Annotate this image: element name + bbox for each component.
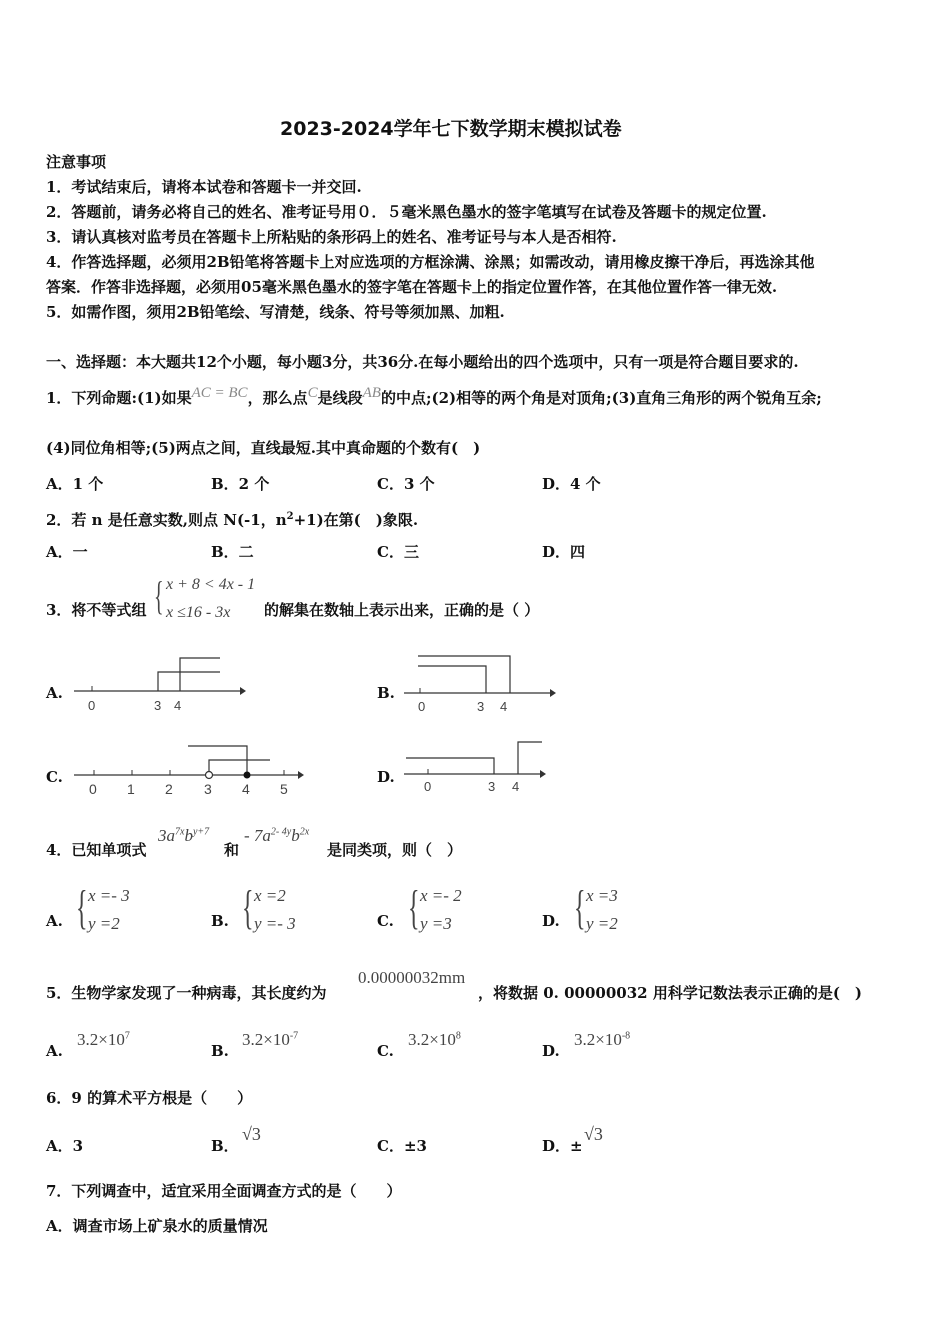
tick-label-0: 0 bbox=[424, 779, 432, 794]
q4-option-c[interactable]: C. bbox=[377, 912, 394, 930]
q5-b-exp: -7 bbox=[289, 1030, 299, 1042]
q4-c-x: x =- 2 bbox=[420, 886, 462, 905]
q6-b-sqrt: √3 bbox=[242, 1124, 261, 1144]
q5-d-exp: -8 bbox=[621, 1030, 631, 1042]
tick-label-1: 1 bbox=[127, 781, 135, 797]
q3-option-b[interactable]: B. bbox=[377, 684, 395, 702]
q5-option-c[interactable]: C. bbox=[377, 1042, 394, 1060]
tick-label-3: 3 bbox=[488, 779, 496, 794]
q5-c-base: 3.2×10 bbox=[408, 1030, 456, 1049]
tick-label-0: 0 bbox=[89, 781, 97, 797]
q5-c-value bbox=[408, 1030, 461, 1050]
q5-option-d[interactable]: D. bbox=[542, 1042, 560, 1060]
q4-mono2-coef: - 7a bbox=[244, 826, 271, 845]
q1-option-a[interactable]: A．1 个 bbox=[46, 475, 104, 493]
q4-d-x: x =3 bbox=[586, 886, 618, 905]
tick-label-2: 2 bbox=[165, 781, 173, 797]
tick-label-4: 4 bbox=[512, 779, 520, 794]
q3-inequality-1: x + 8 < 4x - 1 bbox=[166, 576, 256, 593]
q3-option-c[interactable]: C. bbox=[46, 768, 63, 786]
q3-text: 3．将不等式组 bbox=[46, 601, 147, 619]
tick-label-0: 0 bbox=[88, 698, 96, 713]
q1-option-c[interactable]: C．3 个 bbox=[377, 475, 435, 493]
q5-value: 0.00000032mm bbox=[358, 968, 466, 987]
notice-heading: 注意事项 bbox=[46, 153, 107, 171]
q5-b-base: 3.2×10 bbox=[242, 1030, 290, 1049]
q1-point: C bbox=[307, 385, 318, 401]
q4-c-y: y =3 bbox=[420, 914, 452, 933]
tick-label-4: 4 bbox=[174, 698, 182, 713]
q5-d-base: 3.2×10 bbox=[574, 1030, 622, 1049]
q2-option-b[interactable]: B．二 bbox=[211, 543, 254, 561]
notice-item: 3．请认真核对监考员在答题卡上所粘贴的条形码上的姓名、准考证号与本人是否相符. bbox=[46, 228, 617, 246]
q5-a-exp: 7 bbox=[124, 1030, 130, 1042]
tick-label-4: 4 bbox=[500, 699, 508, 714]
q4-text: 和 bbox=[224, 841, 240, 859]
notice-item: 5．如需作图，须用2B铅笔绘、写清楚，线条、符号等须加黑、加粗. bbox=[46, 303, 505, 321]
tick-label-3: 3 bbox=[204, 781, 212, 797]
q5-a-value bbox=[77, 1030, 130, 1050]
q2-option-d[interactable]: D．四 bbox=[542, 543, 586, 561]
q4-brace-d: { bbox=[574, 881, 586, 934]
q4-option-b[interactable]: B. bbox=[211, 912, 229, 930]
number-line-c bbox=[70, 738, 310, 802]
q5-text: ，将数据 0. 00000032 用科学记数法表示正确的是( ) bbox=[478, 984, 863, 1002]
q7-text: 7．下列调查中，适宜采用全面调查方式的是（ ） bbox=[46, 1182, 402, 1200]
q7-option-a[interactable]: A．调查市场上矿泉水的质量情况 bbox=[46, 1217, 268, 1235]
q5-option-a[interactable]: A. bbox=[46, 1042, 63, 1060]
q4-option-d[interactable]: D. bbox=[542, 912, 560, 930]
q4-monomial-1 bbox=[158, 826, 209, 846]
tick-label-3: 3 bbox=[154, 698, 162, 713]
q5-option-b[interactable]: B. bbox=[211, 1042, 229, 1060]
q4-text: 是同类项，则（ ） bbox=[327, 841, 463, 859]
q1-line2: (4)同位角相等;(5)两点之间，直线最短.其中真命题的个数有( ) bbox=[46, 439, 481, 457]
q5-c-exp: 8 bbox=[455, 1030, 461, 1042]
notice-item: 1．考试结束后，请将本试卷和答题卡一并交回. bbox=[46, 178, 362, 196]
q5-b-value bbox=[242, 1030, 298, 1050]
tick-label-5: 5 bbox=[280, 781, 288, 797]
q2-option-a[interactable]: A．一 bbox=[46, 543, 88, 561]
q2-text: +1)在第( )象限. bbox=[293, 511, 419, 529]
section-heading: 一、选择题：本大题共12个小题，每小题3分，共36分.在每小题给出的四个选项中，只有一项是符合题目要求的. bbox=[46, 353, 799, 371]
q4-b-y: y =- 3 bbox=[254, 914, 296, 933]
page-title: 2023-2024学年七下数学期末模拟试卷 bbox=[280, 118, 622, 140]
q1-option-b[interactable]: B．2 个 bbox=[211, 475, 270, 493]
q3-brace: { bbox=[154, 573, 164, 618]
tick-label-4: 4 bbox=[242, 781, 250, 797]
q4-mono1-coef: 3a bbox=[158, 826, 175, 845]
q1-text: ，那么点 bbox=[247, 389, 308, 407]
notice-item: 4．作答选择题，必须用2B铅笔将答题卡上对应选项的方框涂满、涂黑；如需改动，请用橡皮擦干净后，再选涂其他 bbox=[46, 253, 815, 271]
q4-a-x: x =- 3 bbox=[88, 886, 130, 905]
q3-text: 的解集在数轴上表示出来，正确的是（ ） bbox=[264, 601, 540, 619]
q3-inequality-2: x ≤16 - 3x bbox=[166, 604, 231, 621]
q6-option-d[interactable]: D．± bbox=[542, 1137, 583, 1155]
q5-d-value bbox=[574, 1030, 630, 1050]
q4-brace-c: { bbox=[408, 881, 420, 934]
q1-formula: AC = BC bbox=[191, 385, 248, 401]
question-2 bbox=[46, 507, 418, 530]
q2-exponent: 2 bbox=[286, 511, 294, 522]
q4-mono1-exp1: 7x bbox=[175, 826, 185, 838]
q5-a-base: 3.2×10 bbox=[77, 1030, 125, 1049]
q4-brace-b: { bbox=[242, 881, 254, 934]
q2-text: 2．若 n 是任意实数,则点 N(-1，n bbox=[46, 511, 287, 529]
tick-label-3: 3 bbox=[477, 699, 485, 714]
number-line-a bbox=[70, 650, 250, 718]
q1-text: 是线段 bbox=[317, 389, 363, 407]
q6-option-a[interactable]: A．3 bbox=[46, 1137, 84, 1155]
q4-mono2-b: b bbox=[291, 826, 300, 845]
q3-option-a[interactable]: A. bbox=[46, 684, 63, 702]
q4-d-y: y =2 bbox=[586, 914, 618, 933]
q4-brace-a: { bbox=[76, 881, 88, 934]
q4-monomial-2 bbox=[244, 826, 309, 846]
q6-text: 6．9 的算术平方根是（ ） bbox=[46, 1089, 253, 1107]
q1-text: 1．下列命题:(1)如果 bbox=[46, 389, 192, 407]
number-line-d bbox=[400, 736, 560, 800]
tick-label-0: 0 bbox=[418, 699, 426, 714]
question-1 bbox=[46, 385, 822, 409]
notice-item: 2．答题前，请务必将自己的姓名、准考证号用０．５毫米黑色墨水的签字笔填写在试卷及答题卡的规定位置. bbox=[46, 203, 767, 221]
q4-option-a[interactable]: A. bbox=[46, 912, 63, 930]
q5-text: 5．生物学家发现了一种病毒，其长度约为 bbox=[46, 984, 327, 1002]
q1-text: 的中点;(2)相等的两个角是对顶角;(3)直角三角形的两个锐角互余; bbox=[380, 389, 822, 407]
q4-a-y: y =2 bbox=[88, 914, 120, 933]
q4-b-x: x =2 bbox=[254, 886, 286, 905]
q1-option-d[interactable]: D．4 个 bbox=[542, 475, 601, 493]
number-line-b bbox=[400, 650, 560, 718]
q4-mono1-exp2: y+7 bbox=[192, 826, 210, 838]
q3-option-d[interactable]: D. bbox=[377, 768, 395, 786]
q4-text: 4．已知单项式 bbox=[46, 841, 147, 859]
q6-option-b[interactable]: B． bbox=[211, 1137, 239, 1155]
q6-option-c[interactable]: C．±3 bbox=[377, 1137, 427, 1155]
q1-segment: AB bbox=[362, 385, 381, 401]
q2-option-c[interactable]: C．三 bbox=[377, 543, 419, 561]
q6-d-sqrt: √3 bbox=[584, 1124, 603, 1144]
q4-mono2-exp1: 2- 4y bbox=[270, 826, 292, 838]
q4-mono1-b: b bbox=[184, 826, 193, 845]
q4-mono2-exp2: 2x bbox=[299, 826, 310, 838]
notice-item: 答案．作答非选择题，必须用05毫米黑色墨水的签字笔在答题卡上的指定位置作答，在其他位置作答一律无效. bbox=[46, 278, 778, 296]
